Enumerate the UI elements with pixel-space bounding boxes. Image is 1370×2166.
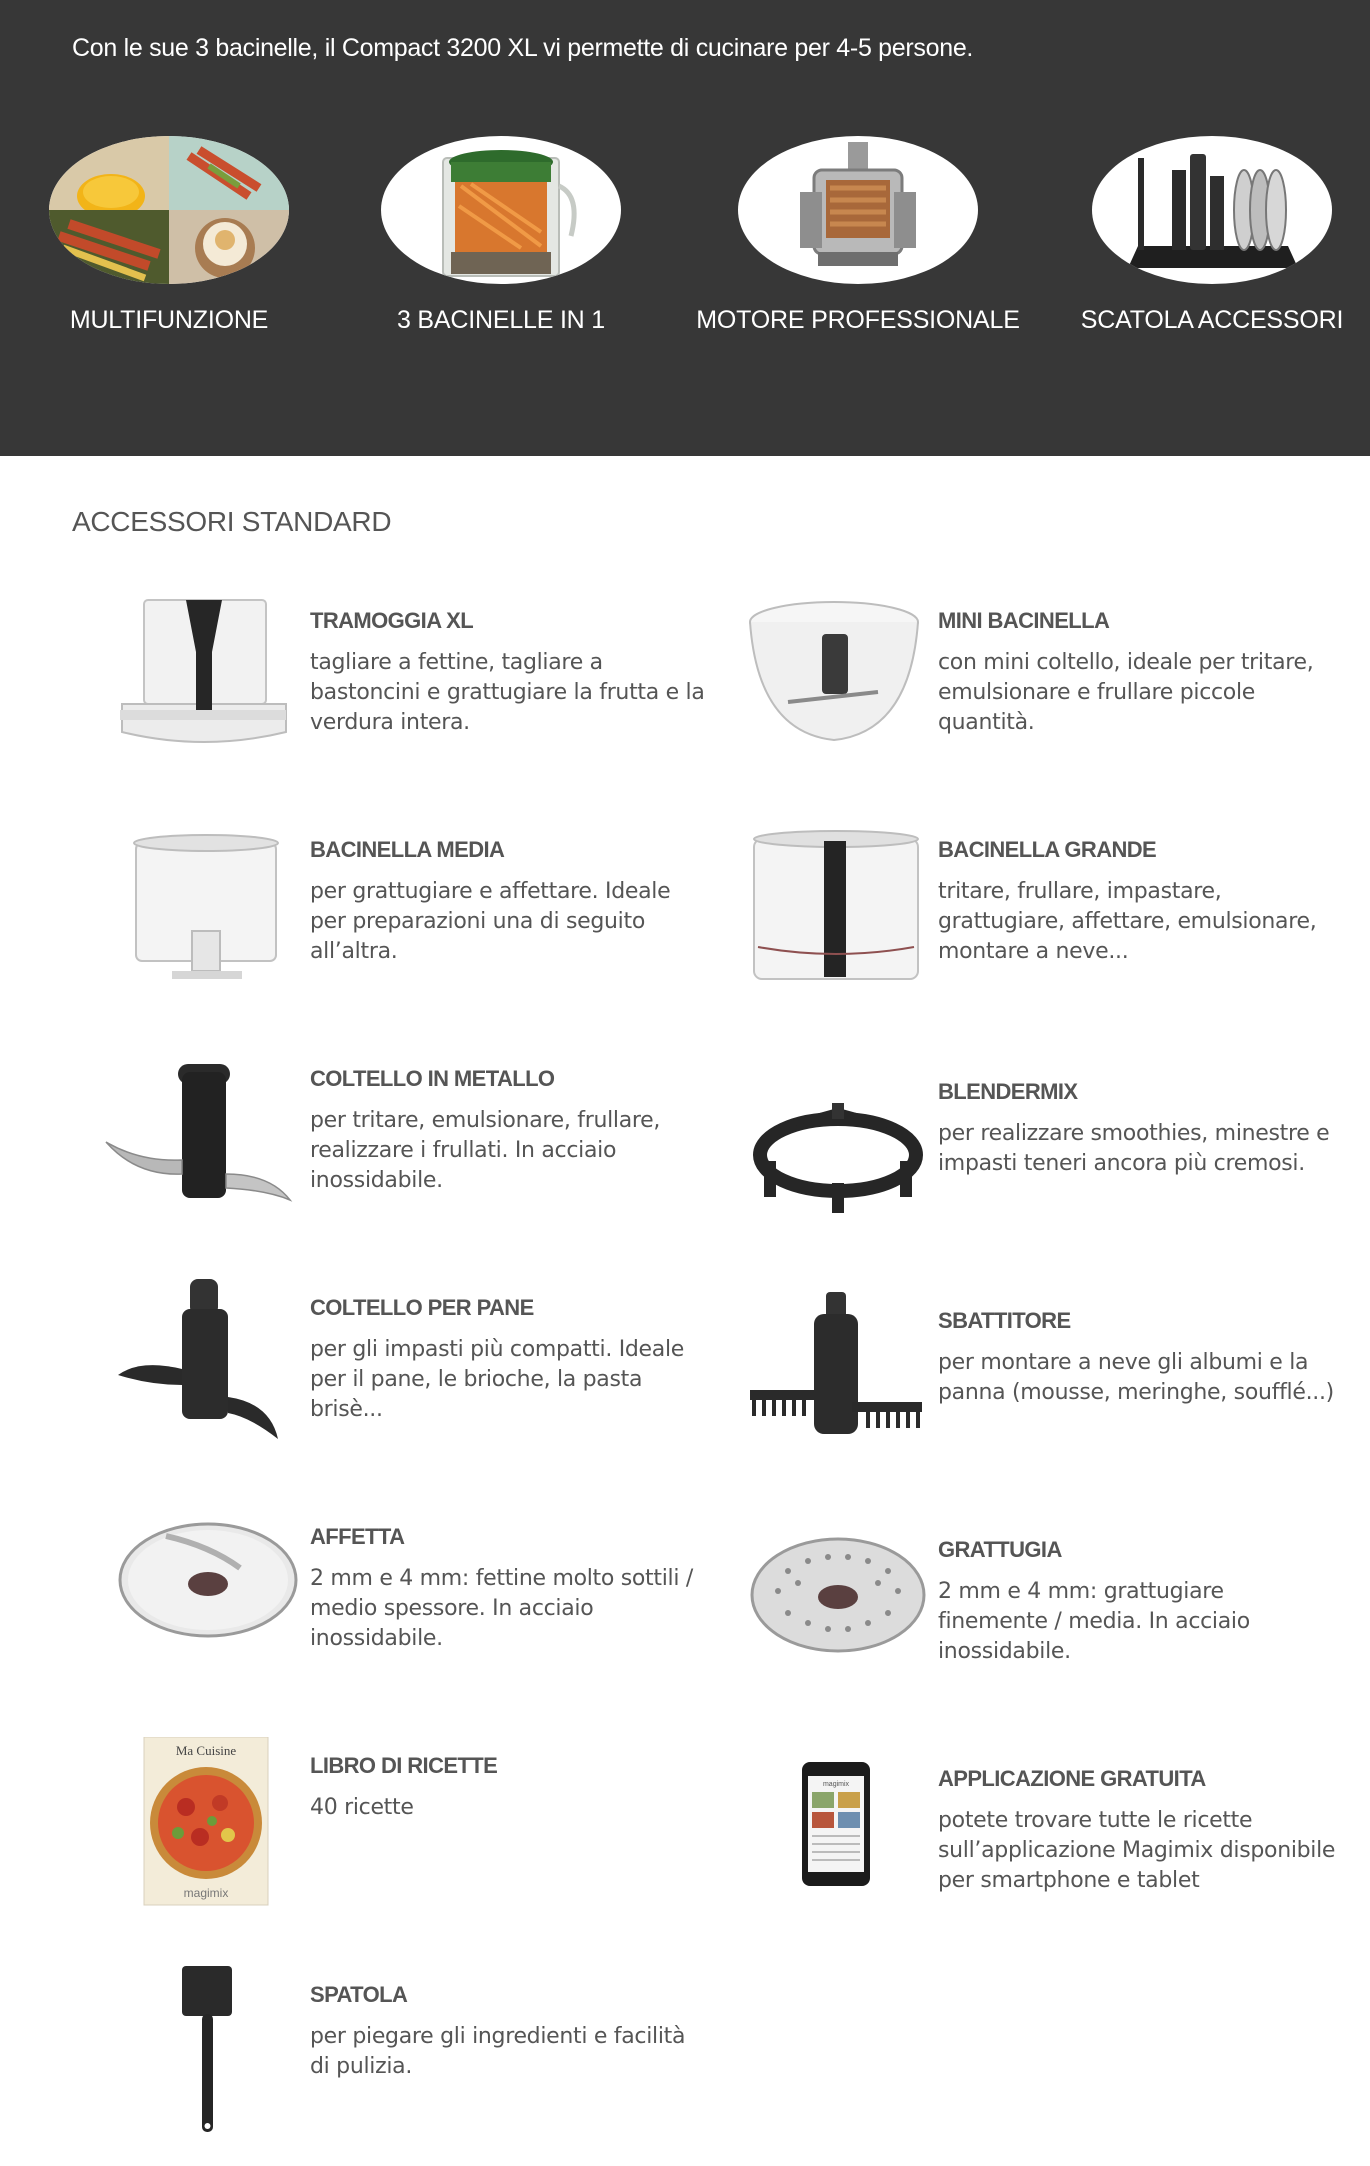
accessory-item-libro-ricette: [80, 1737, 720, 1937]
motor-icon: [738, 136, 978, 284]
accessory-description: tagliare a fettine, tagliare a bastoncini e grattugiare la frutta e la verdura intera.: [310, 650, 705, 735]
accessory-name: MINI BACINELLA: [938, 608, 1110, 633]
spatula-icon: [100, 1966, 300, 2146]
feature-label: SCATOLA ACCESSORI: [1080, 306, 1344, 334]
accessory-name: COLTELLO PER PANE: [310, 1295, 534, 1320]
accessory-item-sbattitore: [708, 1292, 1348, 1492]
accessory-description: tritare, frullare, impastare, grattugiare, affettare, emulsionare, montare a neve...: [938, 879, 1317, 964]
accessory-item-coltello-metallo: [80, 1050, 720, 1250]
smartphone-app-icon: [728, 1750, 928, 1930]
feed-tube-icon: [100, 592, 300, 772]
blendermix-ring-icon: [728, 1063, 928, 1243]
accessory-description: potete trovare tutte le ricette sull’applicazione Magimix disponibile per smartphone e tablet: [938, 1808, 1336, 1893]
grating-disc-icon: [728, 1521, 928, 1701]
accessory-description: con mini coltello, ideale per tritare, emulsionare e frullare piccole quantità.: [938, 650, 1314, 735]
hero-banner: [0, 0, 1370, 456]
accessory-description: per gli impasti più compatti. Ideale per il pane, le brioche, la pasta brisè...: [310, 1337, 685, 1422]
accessory-item-mini-bacinella: [708, 592, 1348, 792]
accessory-item-affetta: [80, 1508, 720, 1708]
accessory-item-blendermix: [708, 1063, 1348, 1263]
accessory-name: GRATTUGIA: [938, 1537, 1062, 1562]
slicing-disc-icon: [100, 1508, 300, 1688]
accessory-item-coltello-pane: [80, 1279, 720, 1479]
accessory-item-bacinella-grande: [708, 821, 1348, 1021]
accessory-description: per montare a neve gli albumi e la panna (mousse, meringhe, soufflé...): [938, 1350, 1334, 1405]
accessory-description: per grattugiare e affettare. Ideale per preparazioni una di seguito all’altra.: [310, 879, 671, 964]
egg-whisk-icon: [728, 1292, 928, 1472]
dough-blade-icon: [100, 1279, 300, 1459]
feature-label: MOTORE PROFESSIONALE: [696, 306, 1020, 334]
accessory-name: LIBRO DI RICETTE: [310, 1753, 498, 1778]
metal-blade-icon: [100, 1050, 300, 1230]
feature-multifunzione: [4, 136, 334, 335]
accessory-item-applicazione: [708, 1750, 1348, 1950]
food-collage-icon: [49, 136, 289, 284]
feature-label: MULTIFUNZIONE: [69, 306, 269, 334]
accessory-name: TRAMOGGIA XL: [310, 608, 474, 633]
accessory-description: 2 mm e 4 mm: grattugiare finemente / media. In acciaio inossidabile.: [938, 1579, 1250, 1664]
mini-bowl-icon: [728, 592, 928, 772]
book-title: Ma Cuisine: [175, 1743, 237, 1758]
accessory-description: 40 ricette: [310, 1795, 414, 1820]
feature-motore: [693, 136, 1023, 335]
accessory-name: SPATOLA: [310, 1982, 408, 2007]
accessory-item-tramoggia: [80, 592, 720, 792]
section-title: ACCESSORI STANDARD: [72, 506, 392, 537]
accessory-name: COLTELLO IN METALLO: [310, 1066, 555, 1091]
accessory-description: per tritare, emulsionare, frullare, realizzare i frullati. In acciaio inossidabile.: [310, 1108, 661, 1193]
accessory-name: SBATTITORE: [938, 1308, 1071, 1333]
accessory-description: per realizzare smoothies, minestre e impasti teneri ancora più cremosi.: [938, 1121, 1330, 1176]
accessory-item-bacinella-media: [80, 821, 720, 1021]
bowls-icon: [381, 136, 621, 284]
accessory-name: APPLICAZIONE GRATUITA: [938, 1766, 1206, 1791]
accessory-description: per piegare gli ingredienti e facilità di pulizia.: [310, 2024, 686, 2079]
accessory-item-grattugia: [708, 1521, 1348, 1721]
accessory-name: BACINELLA GRANDE: [938, 837, 1157, 862]
feature-scatola: [1047, 136, 1370, 335]
accessory-description: 2 mm e 4 mm: fettine molto sottili / medio spessore. In acciaio inossidabile.: [310, 1566, 693, 1651]
accessory-box-icon: [1092, 136, 1332, 284]
hero-intro-text: Con le sue 3 bacinelle, il Compact 3200 XL vi permette di cucinare per 4-5 persone.: [72, 34, 974, 62]
app-brand: magimix: [822, 1781, 850, 1788]
midi-bowl-icon: [100, 821, 300, 1001]
recipe-book-icon: [100, 1737, 300, 1917]
main-bowl-icon: [728, 821, 928, 1001]
feature-label: 3 BACINELLE IN 1: [396, 306, 605, 334]
accessory-name: BLENDERMIX: [938, 1079, 1078, 1104]
accessory-name: BACINELLA MEDIA: [310, 837, 505, 862]
accessory-name: AFFETTA: [310, 1524, 405, 1549]
accessory-item-spatola: [80, 1966, 720, 2166]
book-brand: magimix: [183, 1886, 229, 1900]
feature-bacinelle: [336, 136, 666, 335]
